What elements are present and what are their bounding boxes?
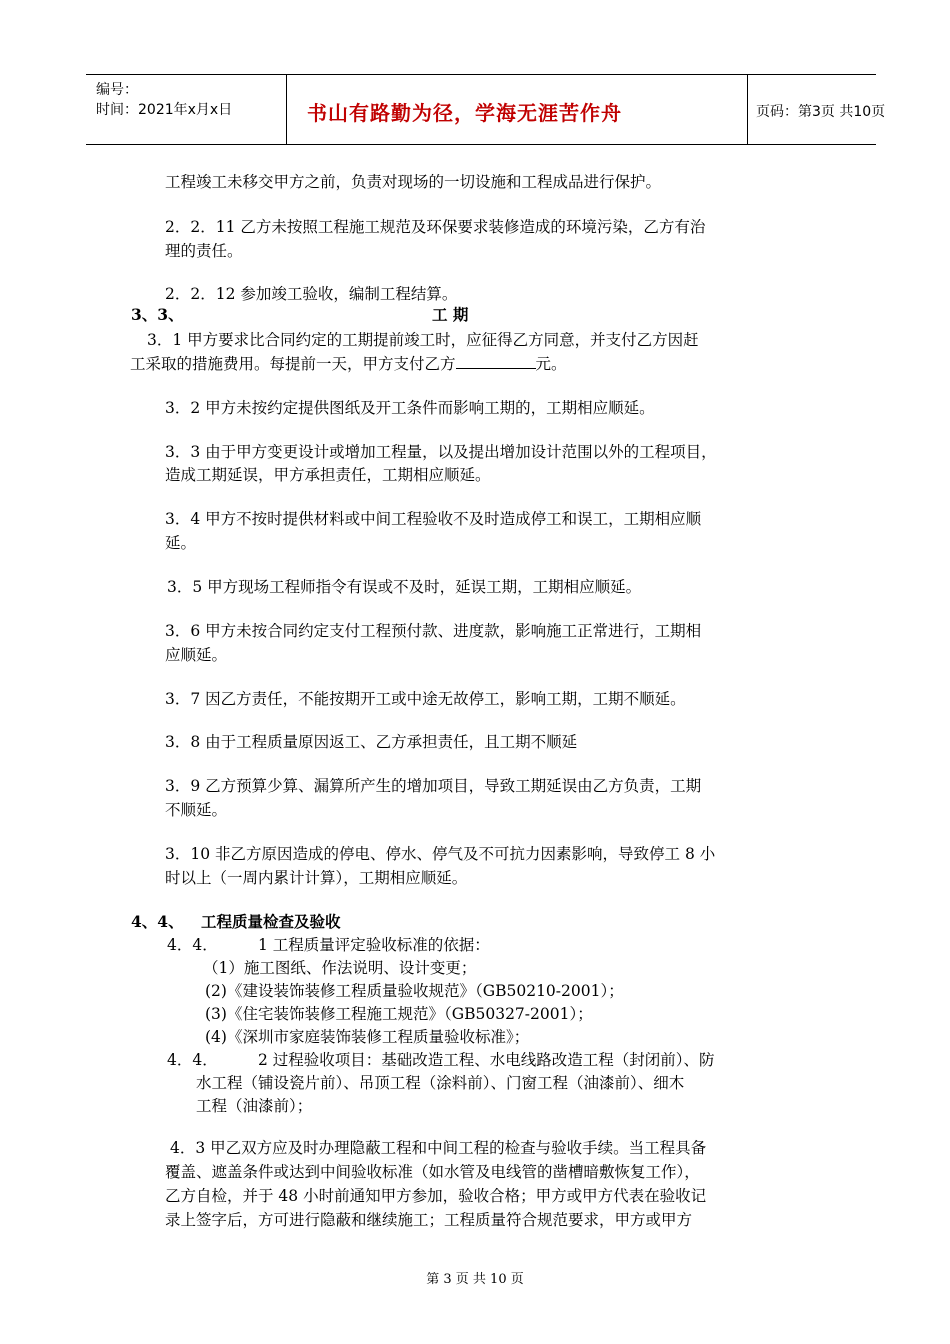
page-footer: 第 3 页 共 10 页 <box>426 1272 524 1287</box>
paragraph-line: 3．4 甲方不按时提供材料或中间工程验收不及时造成停工和误工，工期相应顺 <box>165 510 702 528</box>
paragraph-line: 3．3 由于甲方变更设计或增加工程量，以及提出增加设计范围以外的工程项目， <box>165 443 717 461</box>
paragraph-line: 水工程（铺设瓷片前）、吊顶工程（涂料前）、门窗工程（油漆前）、细木 <box>196 1074 685 1092</box>
header-motto-cell <box>286 75 748 144</box>
list-item: (2)《建设装饰装修工程质量验收规范》（GB50210-2001）； <box>205 982 624 1000</box>
paragraph-line: 4．3 甲乙双方应及时办理隐蔽工程和中间工程的检查与验收手续。当工程具备 <box>170 1139 707 1157</box>
paragraph-line: 工程竣工未移交甲方之前，负责对现场的一切设施和工程成品进行保护。 <box>165 173 662 191</box>
list-number: 4．4． <box>167 1051 218 1069</box>
paragraph-line <box>130 352 567 375</box>
paragraph-line: 3．10 非乙方原因造成的停电、停水、停气及不可抗力因素影响，导致停工 8 小 <box>165 845 716 863</box>
section-number: 3、3、 <box>131 305 184 324</box>
paragraph-line: 理的责任。 <box>165 242 243 260</box>
paragraph-line: 2．2．11 乙方未按照工程施工规范及环保要求装修造成的环境污染，乙方有治 <box>165 218 706 236</box>
paragraph-line: 延。 <box>165 534 197 552</box>
paragraph-line: 3．8 由于工程质量原因返工、乙方承担责任，且工期不顺延 <box>165 733 578 751</box>
header-page-info: 页码：第3页 共10页 <box>756 104 886 120</box>
paragraph-line: 3．6 甲方未按合同约定支付工程预付款、进度款，影响施工正常进行，工期相 <box>165 622 702 640</box>
fill-in-blank[interactable] <box>456 352 536 369</box>
paragraph-line: 时以上（一周内累计计算），工期相应顺延。 <box>165 869 468 887</box>
paragraph-line: 应顺延。 <box>165 646 228 664</box>
header-right-cell <box>746 75 886 144</box>
paragraph-line: 覆盖、遮盖条件或达到中间验收标准（如水管及电线管的凿槽暗敷恢复工作）， <box>165 1163 700 1181</box>
paragraph-line: 不顺延。 <box>165 801 228 819</box>
section-number: 4、4、 <box>131 912 184 931</box>
paragraph-line: 3．5 甲方现场工程师指令有误或不及时，延误工期，工期相应顺延。 <box>167 578 642 596</box>
list-item: (3)《住宅装饰装修工程施工规范》（GB50327-2001）； <box>205 1005 593 1023</box>
page-header <box>86 74 886 145</box>
paragraph-line: 2．2．12 参加竣工验收，编制工程结算。 <box>165 285 458 303</box>
paragraph-line: 造成工期延误，甲方承担责任，工期相应顺延。 <box>165 466 491 484</box>
paragraph-line: 录上签字后，方可进行隐蔽和继续施工；工程质量符合规范要求，甲方或甲方 <box>165 1211 693 1229</box>
paragraph-text: 元。 <box>535 355 567 373</box>
doc-time-label: 时间：2021年x月x日 <box>96 102 233 118</box>
list-item: （1）施工图纸、作法说明、设计变更； <box>203 959 477 977</box>
paragraph-text: 工采取的措施费用。每提前一天，甲方支付乙方 <box>130 355 456 373</box>
doc-number-label: 编号： <box>96 82 138 98</box>
paragraph-line: 工程（油漆前）； <box>196 1097 313 1115</box>
header-motto: 书山有路勤为径，学海无涯苦作舟 <box>307 101 622 125</box>
paragraph-line: 2 过程验收项目：基础改造工程、水电线路改造工程（封闭前）、防 <box>258 1051 715 1069</box>
paragraph-line: 3．2 甲方未按约定提供图纸及开工条件而影响工期的，工期相应顺延。 <box>165 399 655 417</box>
paragraph-line: 乙方自检，并于 48 小时前通知甲方参加，验收合格；甲方或甲方代表在验收记 <box>165 1187 707 1205</box>
paragraph-line: 3．9 乙方预算少算、漏算所产生的增加项目，导致工期延误由乙方负责，工期 <box>165 777 702 795</box>
paragraph-line: 3．1 甲方要求比合同约定的工期提前竣工时，应征得乙方同意，并支付乙方因赶 <box>147 331 699 349</box>
section-title: 工程质量检查及验收 <box>201 912 341 931</box>
list-item: (4)《深圳市家庭装饰装修工程质量验收标准》； <box>205 1028 530 1046</box>
paragraph-line: 3．7 因乙方责任，不能按期开工或中途无故停工，影响工期，工期不顺延。 <box>165 690 686 708</box>
paragraph-line: 1 工程质量评定验收标准的依据： <box>258 936 490 954</box>
section-title: 工 期 <box>432 305 469 324</box>
list-number: 4．4． <box>167 936 218 954</box>
header-left-cell <box>86 75 286 144</box>
